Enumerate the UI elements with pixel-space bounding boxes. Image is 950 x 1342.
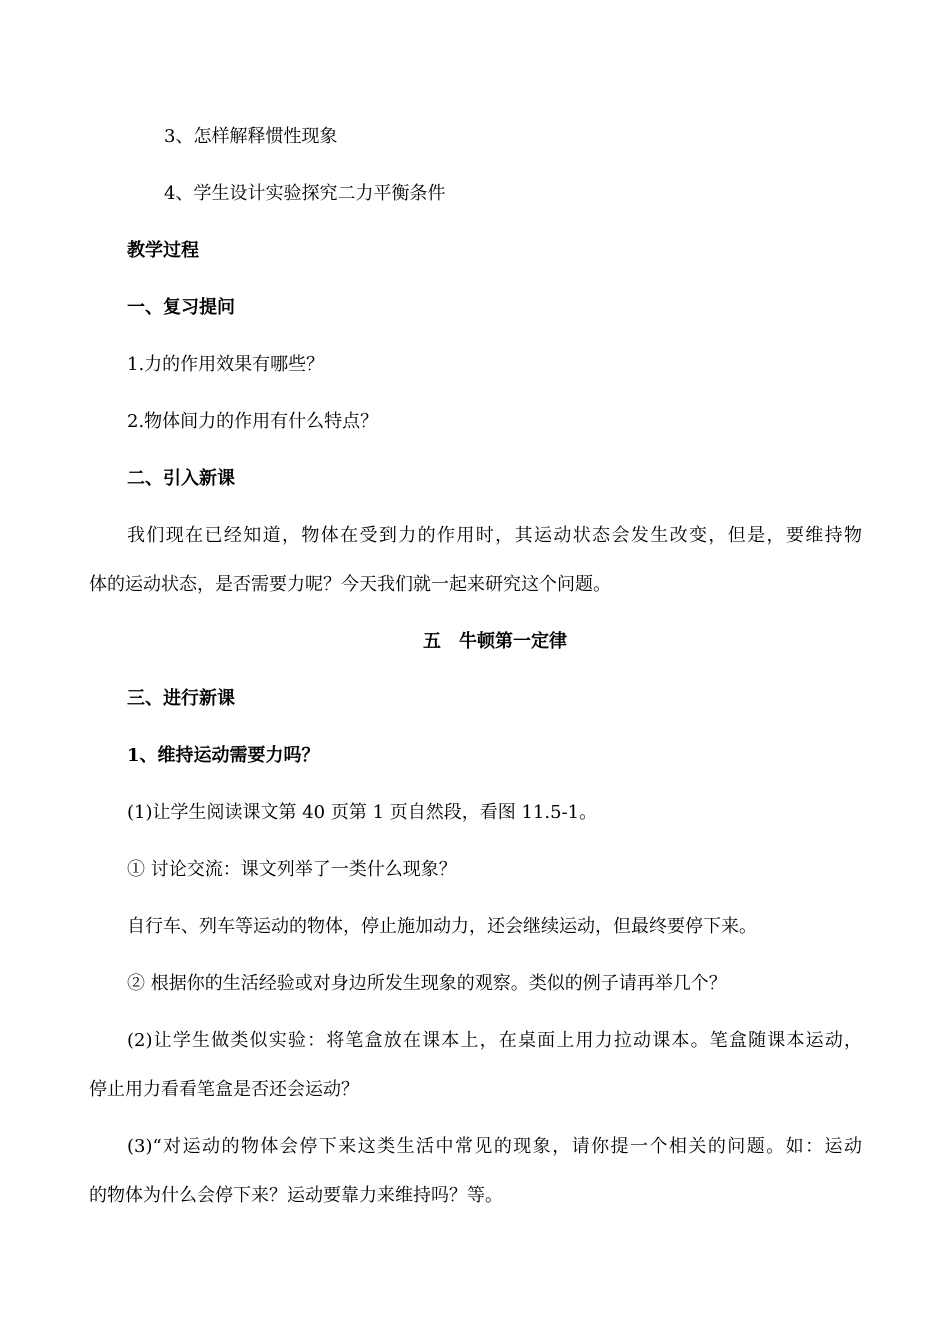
step-2-line-2: 停止用力看看笔盒是否还会运动？ [89,1079,359,1100]
objective-item-3: 3、怎样解释惯性现象 [164,126,338,147]
section-heading-new-lesson: 三、进行新课 [127,688,235,709]
review-question-2: 2.物体间力的作用有什么特点？ [127,411,379,432]
intro-paragraph-line-1: 我们现在已经知道，物体在受到力的作用时，其运动状态会发生改变，但是，要维持物 [127,525,862,546]
lesson-title: 五 牛顿第一定律 [423,631,567,652]
step-3-line-2: 的物体为什么会停下来？运动要靠力来维持吗？等。 [89,1185,503,1206]
section-heading-process: 教学过程 [127,240,199,261]
section-heading-review: 一、复习提问 [127,297,235,318]
section-heading-intro: 二、引入新课 [127,468,235,489]
discussion-2: ② 根据你的生活经验或对身边所发生现象的观察。类似的例子请再举几个？ [127,973,727,994]
step-3-line-1: (3)“对运动的物体会停下来这类生活中常见的现象，请你提一个相关的问题。如：运动 [127,1136,862,1157]
subsection-heading-1: 1、维持运动需要力吗？ [127,745,320,766]
objective-item-4: 4、学生设计实验探究二力平衡条件 [164,183,446,204]
step-2-line-1: (2)让学生做类似实验：将笔盒放在课本上，在桌面上用力拉动课本。笔盒随课本运动， [127,1030,862,1051]
step-1: (1)让学生阅读课文第 40 页第 1 页自然段，看图 11.5-1。 [127,802,598,823]
discussion-1: ① 讨论交流：课文列举了一类什么现象？ [127,859,457,880]
answer-1: 自行车、列车等运动的物体，停止施加动力，还会继续运动，但最终要停下来。 [127,916,757,937]
intro-paragraph-line-2: 体的运动状态，是否需要力呢？今天我们就一起来研究这个问题。 [89,574,611,595]
review-question-1: 1.力的作用效果有哪些？ [127,354,325,375]
